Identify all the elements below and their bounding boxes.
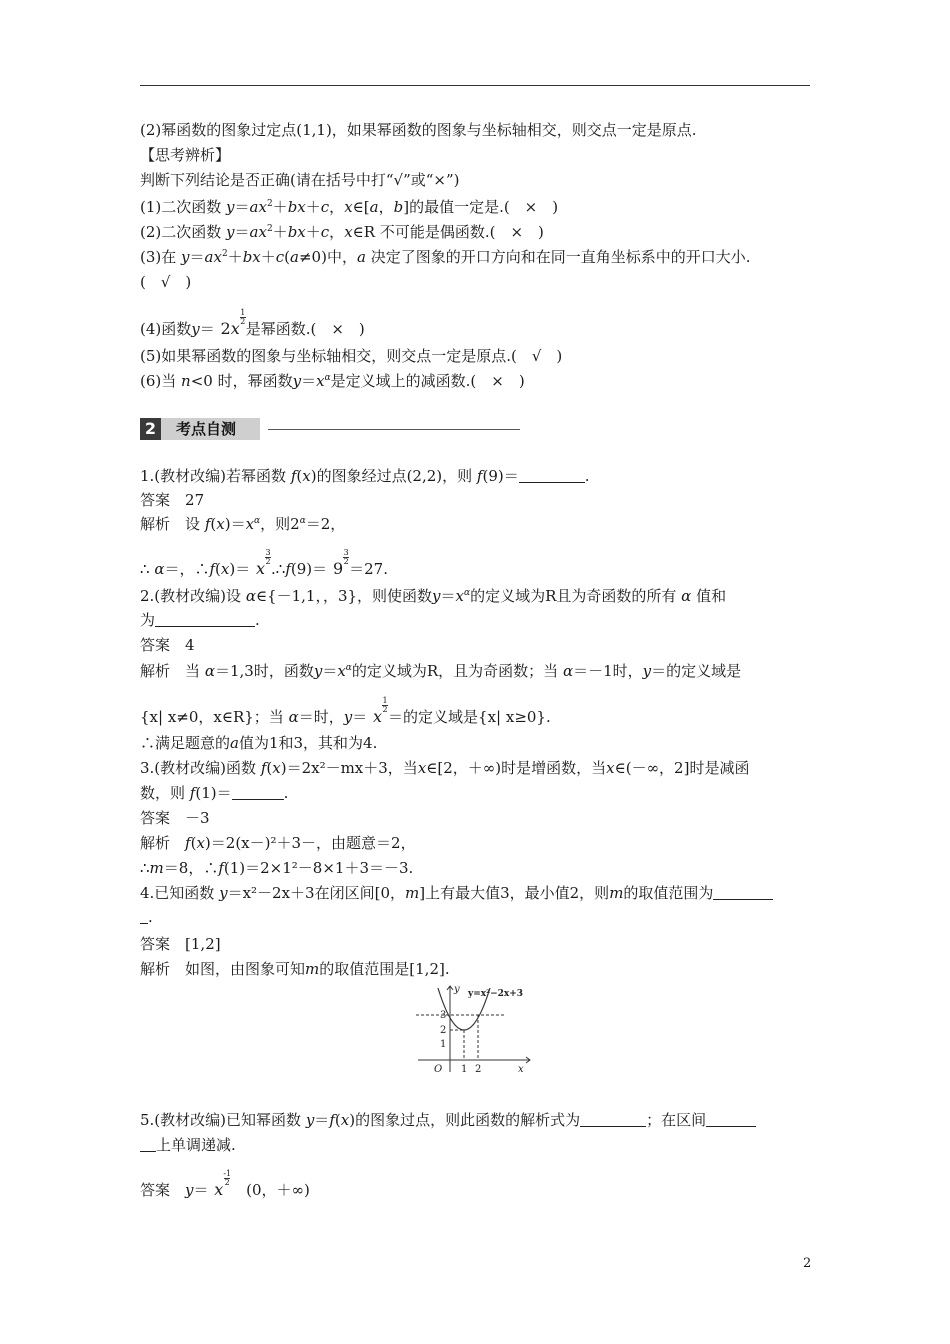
- header-rule: [140, 85, 810, 86]
- answer-1: 答案 27: [140, 491, 205, 509]
- section-heading-think: 【思考辨析】: [140, 146, 231, 164]
- solution-4: 解析 如图，由图象可知m的取值范围是[1,2].: [140, 960, 450, 978]
- y-axis-label: y: [454, 984, 460, 995]
- section-title: 考点自测: [176, 420, 237, 438]
- answer-blank: [232, 785, 284, 800]
- judge-item-3: (3)在 $y=ax^2+bx+c(a\ne 0)$中，a 决定了图象的开口方向和在同一直角坐标系中的开口大小.: [140, 248, 751, 266]
- answer-blank: [140, 1137, 156, 1152]
- judge-item-5: (5)如果幂函数的图象与坐标轴相交，则交点一定是原点.( √ ): [140, 347, 563, 365]
- judge-item-6: (6)当 n<0 时，幂函数$y=x^\alpha$是定义域上的减函数.( × ): [140, 372, 525, 390]
- origin-label: O: [434, 1064, 443, 1075]
- answer-blank: [519, 468, 585, 483]
- question-4: 4.已知函数 y＝x²－2x＋3在闭区间[0，m]上有最大值3，最小值2，则m的取值范围为: [140, 883, 773, 903]
- solution-1-cont: ∴ α＝，∴f(x)＝ x $\frac{3}{2}$ .∴f(9)＝ 9 $\frac{3}{2}$ ＝27.: [140, 548, 388, 578]
- answer-blank: [140, 909, 148, 924]
- page-number: 2: [803, 1256, 812, 1271]
- question-2: 2.(教材改编)设 α∈{－1,1，，3}，则使函数$y=x^\alpha$的定义域为R且为奇函数的所有 α 值和: [140, 587, 727, 605]
- answer-3: 答案 －3: [140, 809, 210, 827]
- section-rule: [268, 429, 520, 430]
- answer-blank: [713, 885, 773, 900]
- question-3-cont: 数，则 f(1)＝ .: [140, 784, 289, 802]
- tick-label-x1: 1: [461, 1064, 468, 1075]
- answer-blank: [155, 612, 255, 627]
- question-5: 5.(教材改编)已知幂函数 y＝f(x)的图象过点，则此函数的解析式为 ；在区间: [140, 1110, 756, 1130]
- answer-blank: [706, 1112, 756, 1127]
- x-axis-label: x: [518, 1064, 524, 1075]
- tick-label-y2: 2: [440, 1025, 447, 1036]
- curve-label: y=x²−2x+3: [468, 989, 524, 999]
- solution-2: 解析 当 α＝1,3时，函数$y=x^\alpha$的定义域为R，且为奇函数；当 α＝－1时，y＝的定义域是: [140, 662, 742, 680]
- solution-1: 解析 设 $f(x)=x^\alpha$，则$2^\alpha=2$，: [140, 515, 346, 533]
- question-5-cont: 上单调递减.: [140, 1135, 236, 1155]
- tick-label-y3: 3: [440, 1010, 447, 1021]
- parabola-graph: [412, 982, 536, 1076]
- judge-item-2: (2)二次函数 $y=ax^2+bx+c$，x∈R 不可能是偶函数.( × ): [140, 223, 544, 241]
- solution-3: 解析 f(x)＝2(x－)²＋3－，由题意＝2，: [140, 834, 416, 852]
- answer-5: 答案 y＝ x $\frac{-1}{2}$ (0，＋∞): [140, 1169, 310, 1199]
- tick-label-x2: 2: [475, 1064, 482, 1075]
- answer-blank: [580, 1112, 646, 1127]
- question-1: 1.(教材改编)若幂函数 f(x)的图象经过点(2,2)，则 f(9)＝ .: [140, 467, 590, 485]
- question-2-cont: 为 .: [140, 611, 260, 629]
- solution-2-end: ∴满足题意的a值为1和3，其和为4.: [140, 734, 378, 752]
- solution-2-cont: {x| x≠0，x∈R}；当 α＝时，y＝ x $\frac{1}{2}$ ＝的定义域是{x| x≥0}.: [140, 696, 551, 726]
- judge-item-3-mark: ( √ ): [140, 273, 192, 291]
- tick-label-y1: 1: [440, 1039, 447, 1050]
- judge-item-1: (1)二次函数 $y=ax^2+bx+c$，x∈[a，b]的最值一定是.( × ): [140, 198, 559, 216]
- section-number: 2: [140, 418, 161, 440]
- text-line: 判断下列结论是否正确(请在括号中打“√”或“×”): [140, 171, 460, 189]
- answer-2: 答案 4: [140, 636, 195, 654]
- text-line: (2)幂函数的图象过定点(1,1)，如果幂函数的图象与坐标轴相交，则交点一定是原点.: [140, 121, 697, 139]
- section-header: [140, 418, 260, 440]
- solution-3-cont: ∴m＝8，∴f(1)＝2×1²－8×1＋3＝－3.: [140, 859, 414, 877]
- question-3: 3.(教材改编)函数 f(x)＝2x²－mx＋3，当x∈[2，＋∞)时是增函数，当x∈(－∞，2]时是减函: [140, 759, 750, 777]
- question-4-cont: .: [140, 907, 153, 927]
- judge-item-4: (4)函数y＝ 2x $\frac{1}{2}$ 是幂函数.( × ): [140, 308, 365, 338]
- answer-4: 答案 [1,2]: [140, 935, 221, 953]
